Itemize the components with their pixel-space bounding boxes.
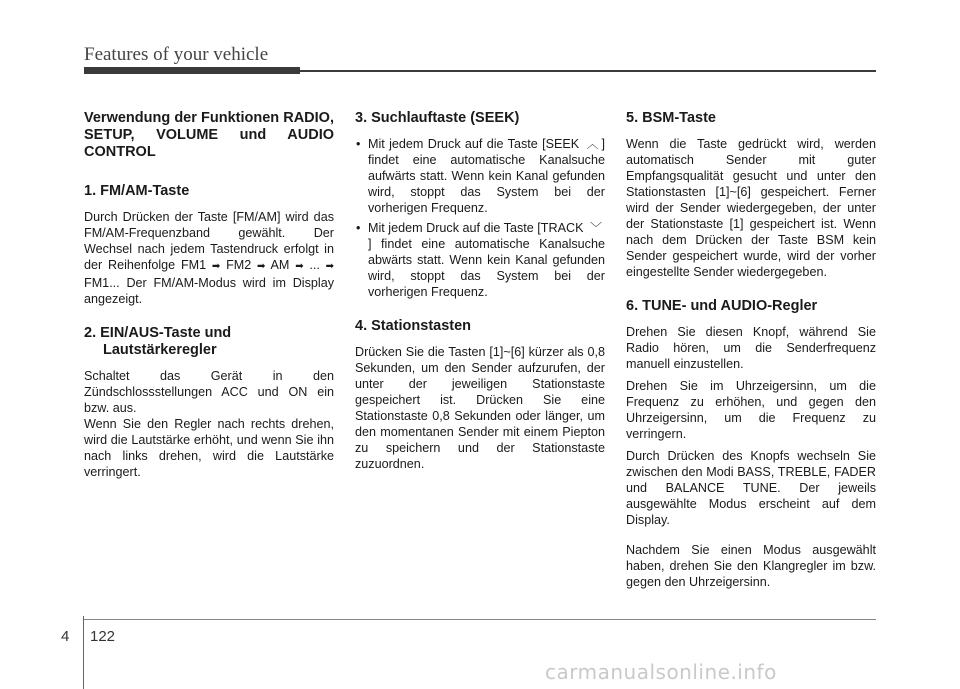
column-2 xyxy=(355,110,605,490)
footer-rule xyxy=(83,619,876,620)
section-2-body: Schaltet das Gerät in den Zündschlossstellungen ACC und ON ein bzw. aus. Wenn Sie den Regler nach rechts drehen, wird die Lautstärke erhöht, und wenn Sie ihn nach links drehen, wird die Lautstärke verringert. xyxy=(84,369,334,479)
section-6-para-1: Drehen Sie diesen Knopf, während Sie Radio hören, um die Senderfrequenz manuell einzustellen. xyxy=(626,325,876,371)
section-4-body: Drücken Sie die Tasten [1]~[6] kürzer als 0,8 Sekunden, um den Sender aufzurufen, der unter der jeweiligen Stationstaste gespeichert ist. Drücken Sie eine Stationstaste 0,8 Sekunden oder länger, um den momentanen Sender mit einem Piepton zu speichern und der Stationstaste zuzuordnen. xyxy=(355,345,605,471)
section-6-para-4: Nachdem Sie einen Modus ausgewählt haben, drehen Sie den Klangregler im bzw. gegen den Uhrzeigersinn. xyxy=(626,543,876,589)
seek-text-b: ] findet eine automatische Kanalsuche aufwärts statt. Wenn kein Kanal gefunden wird, stoppt das System bei der vorherigen Frequenz. xyxy=(368,137,605,215)
section-1-text-b: FM2 xyxy=(220,258,258,272)
section-1-body xyxy=(84,209,334,307)
page-header-title: Features of your vehicle xyxy=(84,44,269,65)
chevron-down-icon: ﹀ xyxy=(589,221,602,235)
header-bar xyxy=(84,67,300,74)
arrow-right-icon: ➡ xyxy=(295,261,304,272)
section-6-para-3: Durch Drücken des Knopfs wechseln Sie zwischen den Modi BASS, TREBLE, FADER und BALANCE TUNE. Der jeweils ausgewählte Modus erscheint auf dem Display. xyxy=(626,449,876,527)
watermark: carmanualsonline.info xyxy=(545,660,777,684)
page-number: 122 xyxy=(90,628,116,645)
arrow-right-icon: ➡ xyxy=(325,261,335,272)
section-2-title-line1: 2. EIN/AUS-Taste und xyxy=(84,325,232,341)
header-rule xyxy=(300,70,876,72)
list-item xyxy=(355,220,605,300)
section-2-title-line2: Lautstärkeregler xyxy=(103,342,217,358)
footer-divider xyxy=(83,616,84,689)
arrow-right-icon: ➡ xyxy=(211,261,221,272)
track-text-a: Mit jedem Druck auf die Taste [TRACK xyxy=(368,221,587,235)
section-5-body: Wenn die Taste gedrückt wird, werden automatisch Sender mit guter Empfangsqualität gesucht und unter den Stationstasten [1]~[6] gespeichert. Ferner wird der Sender wiedergegeben, der unter der Stationstaste [1] gespeichert ist. Wenn nach dem Drücken der Taste BSM kein Sender gespeichert wurde, wird der vorher eingestellte Sender wiedergegeben. xyxy=(626,137,876,279)
section-3-list xyxy=(355,136,605,300)
section-3-title: 3. Suchlauftaste (SEEK) xyxy=(355,110,520,126)
section-1-title: 1. FM/AM-Taste xyxy=(84,183,190,199)
chapter-number: 4 xyxy=(61,628,70,645)
main-heading: Verwendung der Funktionen RADIO, SETUP, VOLUME und AUDIO CONTROL xyxy=(84,110,334,160)
section-1-text-a: Durch Drücken der Taste [FM/AM] wird das FM/AM-Frequenzband gewählt. Der Wechsel nach jedem Tastendruck erfolgt in der Reihenfolge FM1 xyxy=(84,210,334,272)
column-3 xyxy=(626,110,876,608)
section-2-title xyxy=(84,325,334,359)
track-text-b: ] findet eine automatische Kanalsuche abwärts statt. Wenn kein Kanal gefunden wird, stoppt das System bei der vorherigen Frequenz. xyxy=(368,237,605,299)
list-item xyxy=(355,136,605,216)
section-1-text-e: FM1... Der FM/AM-Modus wird im Display angezeigt. xyxy=(84,276,334,306)
section-5-title: 5. BSM-Taste xyxy=(626,110,716,126)
section-6-para-2: Drehen Sie im Uhrzeigersinn, um die Frequenz zu erhöhen, und gegen den Uhrzeigersinn, um die Frequenz zu verringern. xyxy=(626,379,876,441)
section-4-title: 4. Stationstasten xyxy=(355,318,472,334)
section-1-text-c: AM xyxy=(265,258,296,272)
chevron-up-icon: ︿ xyxy=(586,137,599,151)
section-1-text-d: ... xyxy=(303,258,326,272)
seek-text-a: Mit jedem Druck auf die Taste [SEEK xyxy=(368,137,584,151)
column-1 xyxy=(84,110,334,498)
section-6-title: 6. TUNE- und AUDIO-Regler xyxy=(626,298,818,314)
arrow-right-icon: ➡ xyxy=(257,261,266,272)
